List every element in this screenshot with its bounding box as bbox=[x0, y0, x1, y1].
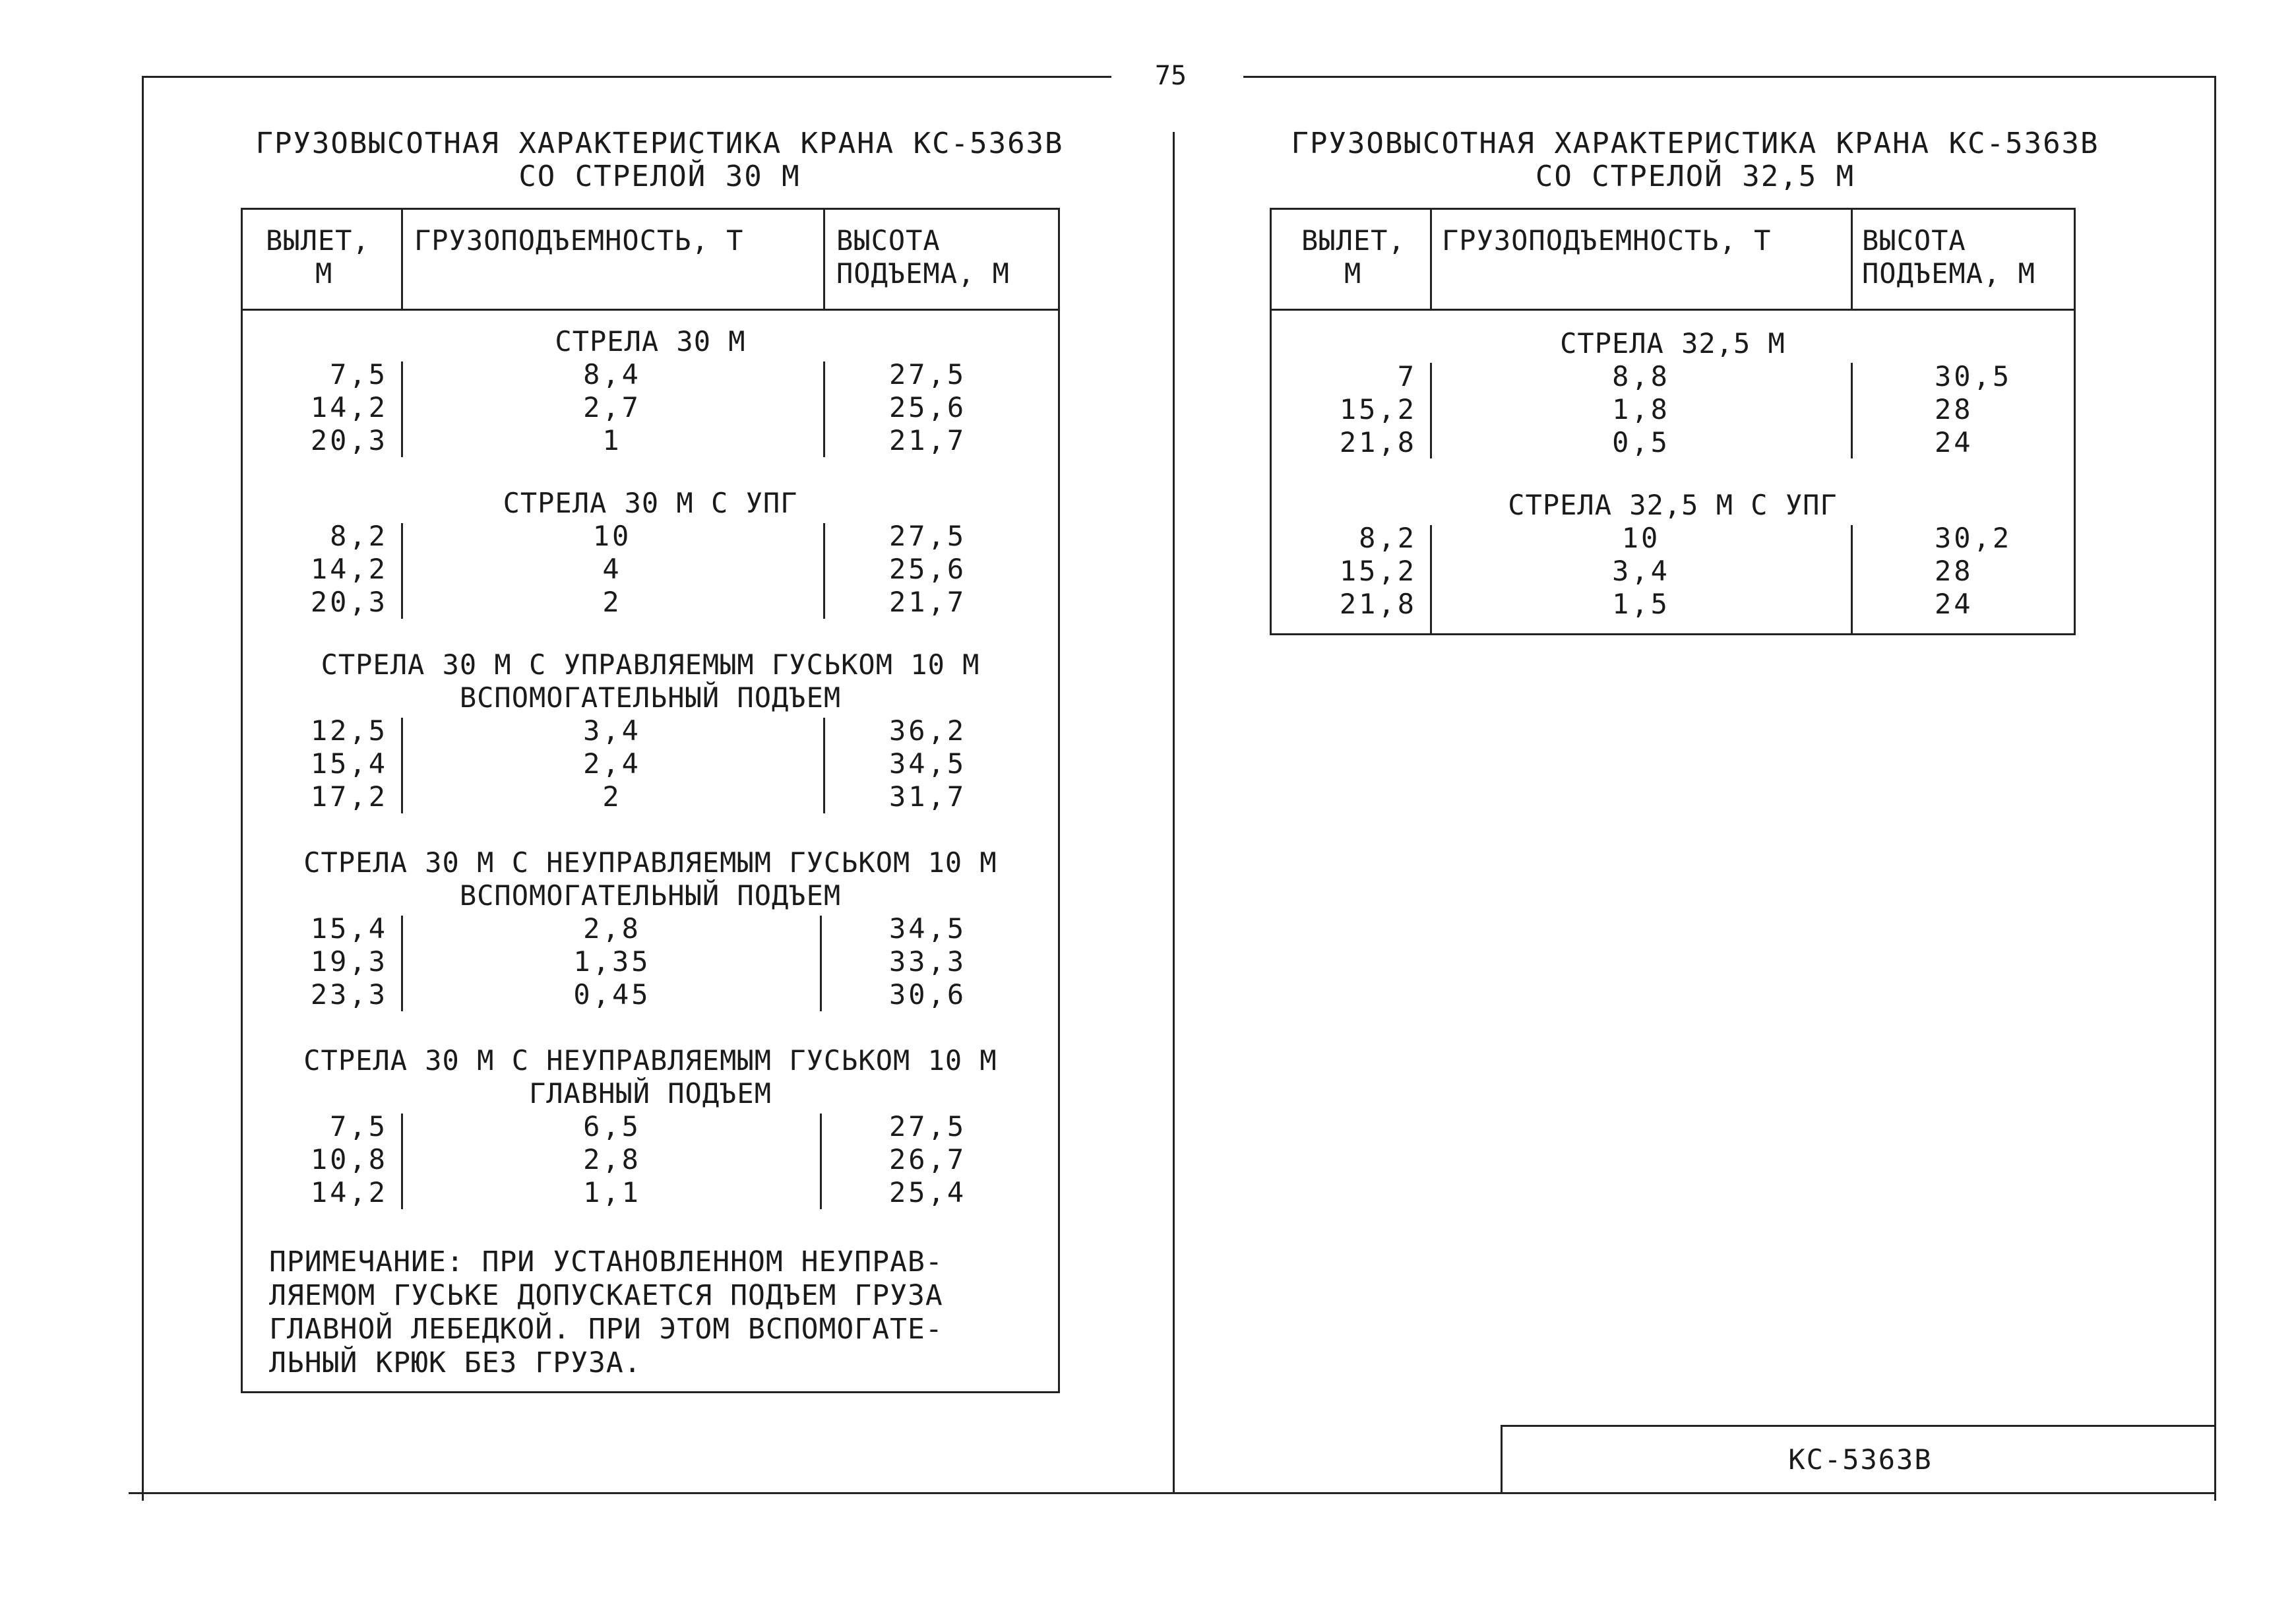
table-row bbox=[243, 780, 1058, 813]
table-row bbox=[243, 1176, 1058, 1209]
capacity-cell: 2,7 bbox=[583, 391, 641, 424]
capacity-cell: 1,1 bbox=[583, 1176, 641, 1209]
right-header-divider-2 bbox=[1851, 210, 1853, 310]
height-cell: 34,5 bbox=[889, 912, 967, 945]
capacity-cell: 2,4 bbox=[583, 747, 641, 780]
height-cell: 27,5 bbox=[889, 520, 967, 552]
note-line: ПРИМЕЧАНИЕ: ПРИ УСТАНОВЛЕННОМ НЕУПРАВ- bbox=[269, 1245, 943, 1278]
note-line: ЛЯЕМОМ ГУСЬКЕ ДОПУСКАЕТСЯ ПОДЪЕМ ГРУЗА bbox=[269, 1279, 943, 1312]
stamp-label: КС-5363В bbox=[1788, 1443, 1933, 1476]
reach-cell: 15,2 bbox=[1339, 555, 1417, 587]
reach-cell: 21,8 bbox=[1339, 588, 1417, 620]
table-row bbox=[243, 978, 1058, 1011]
height-cell: 25,6 bbox=[889, 391, 967, 424]
reach-cell: 17,2 bbox=[310, 780, 388, 813]
note-line: ГЛАВНОЙ ЛЕБЕДКОЙ. ПРИ ЭТОМ ВСПОМОГАТЕ- bbox=[269, 1313, 943, 1346]
frame-center-divider bbox=[1173, 132, 1175, 1493]
left-header-reach-unit: М bbox=[315, 257, 333, 290]
capacity-cell: 10 bbox=[1621, 522, 1661, 554]
right-title-line2: СО СТРЕЛОЙ 32,5 М bbox=[1535, 160, 1855, 193]
reach-cell: 7,5 bbox=[330, 358, 388, 391]
reach-cell: 23,3 bbox=[310, 978, 388, 1011]
right-header-divider-1 bbox=[1430, 210, 1432, 310]
frame-left bbox=[142, 76, 144, 1501]
page-number: 75 bbox=[1154, 61, 1187, 91]
table-row bbox=[1272, 393, 2074, 426]
left-section-title: СТРЕЛА 30 М С НЕУПРАВЛЯЕМЫМ ГУСЬКОМ 10 М bbox=[303, 1044, 997, 1077]
table-row bbox=[243, 424, 1058, 457]
left-section-title: СТРЕЛА 30 М С УПГ bbox=[503, 487, 798, 519]
height-cell: 24 bbox=[1935, 426, 1973, 458]
table-row bbox=[243, 1110, 1058, 1143]
reach-cell: 7 bbox=[1397, 360, 1417, 392]
right-header-height-unit: ПОДЪЕМА, М bbox=[1862, 257, 2035, 290]
height-cell: 30,2 bbox=[1935, 522, 2012, 554]
stamp-box bbox=[1501, 1425, 2216, 1493]
height-cell: 28 bbox=[1935, 393, 1973, 425]
right-header-reach: ВЫЛЕТ, bbox=[1301, 224, 1406, 257]
right-header-reach-unit: М bbox=[1344, 257, 1362, 290]
left-table bbox=[241, 208, 1060, 1393]
left-header-height-unit: ПОДЪЕМА, М bbox=[836, 257, 1010, 290]
capacity-cell: 2,8 bbox=[583, 912, 641, 945]
reach-cell: 20,3 bbox=[310, 424, 388, 456]
height-cell: 27,5 bbox=[889, 1110, 967, 1143]
capacity-cell: 1,35 bbox=[573, 945, 651, 978]
table-row bbox=[1272, 588, 2074, 621]
capacity-cell: 2,8 bbox=[583, 1143, 641, 1176]
left-header-reach: ВЫЛЕТ, bbox=[266, 224, 370, 257]
reach-cell: 8,2 bbox=[330, 520, 388, 552]
left-header-bottom bbox=[243, 309, 1058, 311]
table-row bbox=[243, 391, 1058, 424]
capacity-cell: 3,4 bbox=[583, 714, 641, 747]
height-cell: 27,5 bbox=[889, 358, 967, 391]
left-section-subtitle: ГЛАВНЫЙ ПОДЪЕМ bbox=[528, 1077, 772, 1110]
capacity-cell: 0,45 bbox=[573, 978, 651, 1011]
table-row bbox=[243, 520, 1058, 553]
capacity-cell: 8,4 bbox=[583, 358, 641, 391]
height-cell: 25,4 bbox=[889, 1176, 967, 1209]
right-section-title: СТРЕЛА 32,5 М С УПГ bbox=[1508, 489, 1838, 521]
reach-cell: 14,2 bbox=[310, 553, 388, 585]
height-cell: 25,6 bbox=[889, 553, 967, 585]
height-cell: 28 bbox=[1935, 555, 1973, 587]
table-row bbox=[243, 358, 1058, 391]
right-header-bottom bbox=[1272, 309, 2074, 311]
height-cell: 36,2 bbox=[889, 714, 967, 747]
reach-cell: 20,3 bbox=[310, 586, 388, 618]
left-header-height: ВЫСОТА bbox=[836, 224, 941, 257]
capacity-cell: 3,4 bbox=[1612, 555, 1670, 587]
table-row bbox=[243, 586, 1058, 619]
right-header-height: ВЫСОТА bbox=[1862, 224, 1966, 257]
capacity-cell: 1,5 bbox=[1612, 588, 1670, 620]
left-header-divider-1 bbox=[401, 210, 403, 310]
height-cell: 31,7 bbox=[889, 780, 967, 813]
reach-cell: 14,2 bbox=[310, 391, 388, 424]
left-header-capacity: ГРУЗОПОДЪЕМНОСТЬ, Т bbox=[414, 224, 744, 257]
height-cell: 30,5 bbox=[1935, 360, 2012, 392]
reach-cell: 10,8 bbox=[310, 1143, 388, 1176]
reach-cell: 15,4 bbox=[310, 912, 388, 945]
left-title-line2: СО СТРЕЛОЙ 30 М bbox=[518, 160, 801, 193]
left-title-line1: ГРУЗОВЫСОТНАЯ ХАРАКТЕРИСТИКА КРАНА КС-5363В bbox=[255, 127, 1064, 160]
frame-top-left bbox=[142, 76, 1111, 78]
capacity-cell: 8,8 bbox=[1612, 360, 1670, 392]
left-header-divider-2 bbox=[823, 210, 825, 310]
table-row bbox=[243, 714, 1058, 747]
reach-cell: 7,5 bbox=[330, 1110, 388, 1143]
reach-cell: 19,3 bbox=[310, 945, 388, 978]
table-row bbox=[1272, 426, 2074, 459]
height-cell: 26,7 bbox=[889, 1143, 967, 1176]
reach-cell: 15,2 bbox=[1339, 393, 1417, 425]
table-row bbox=[1272, 522, 2074, 555]
capacity-cell: 10 bbox=[592, 520, 632, 552]
note-line: ЛЬНЫЙ КРЮК БЕЗ ГРУЗА. bbox=[269, 1346, 642, 1379]
left-section-subtitle: ВСПОМОГАТЕЛЬНЫЙ ПОДЪЕМ bbox=[459, 681, 842, 714]
left-section-title: СТРЕЛА 30 М С НЕУПРАВЛЯЕМЫМ ГУСЬКОМ 10 М bbox=[303, 846, 997, 879]
reach-cell: 21,8 bbox=[1339, 426, 1417, 458]
left-section-title: СТРЕЛА 30 М bbox=[555, 325, 746, 358]
capacity-cell: 0,5 bbox=[1612, 426, 1670, 458]
height-cell: 21,7 bbox=[889, 424, 967, 456]
reach-cell: 12,5 bbox=[310, 714, 388, 747]
frame-right bbox=[2214, 76, 2216, 1501]
capacity-cell: 2 bbox=[602, 586, 622, 618]
left-section-subtitle: ВСПОМОГАТЕЛЬНЫЙ ПОДЪЕМ bbox=[459, 879, 842, 912]
capacity-cell: 1,8 bbox=[1612, 393, 1670, 425]
height-cell: 34,5 bbox=[889, 747, 967, 780]
height-cell: 30,6 bbox=[889, 978, 967, 1011]
right-header-capacity: ГРУЗОПОДЪЕМНОСТЬ, Т bbox=[1442, 224, 1772, 257]
table-row bbox=[243, 1143, 1058, 1176]
table-row bbox=[243, 945, 1058, 978]
capacity-cell: 6,5 bbox=[583, 1110, 641, 1143]
height-cell: 24 bbox=[1935, 588, 1973, 620]
height-cell: 33,3 bbox=[889, 945, 967, 978]
reach-cell: 8,2 bbox=[1359, 522, 1417, 554]
height-cell: 21,7 bbox=[889, 586, 967, 618]
right-table bbox=[1270, 208, 2076, 635]
table-row bbox=[1272, 360, 2074, 393]
capacity-cell: 1 bbox=[602, 424, 622, 456]
reach-cell: 15,4 bbox=[310, 747, 388, 780]
table-row bbox=[1272, 555, 2074, 588]
right-title-line1: ГРУЗОВЫСОТНАЯ ХАРАКТЕРИСТИКА КРАНА КС-5363В bbox=[1291, 127, 2099, 160]
capacity-cell: 2 bbox=[602, 780, 622, 813]
table-row bbox=[243, 747, 1058, 780]
table-row bbox=[243, 912, 1058, 945]
table-row bbox=[243, 553, 1058, 586]
left-section-title: СТРЕЛА 30 М С УПРАВЛЯЕМЫМ ГУСЬКОМ 10 М bbox=[321, 648, 980, 681]
capacity-cell: 4 bbox=[602, 553, 622, 585]
frame-top-right bbox=[1243, 76, 2216, 78]
right-section-title: СТРЕЛА 32,5 М bbox=[1560, 327, 1785, 360]
reach-cell: 14,2 bbox=[310, 1176, 388, 1209]
